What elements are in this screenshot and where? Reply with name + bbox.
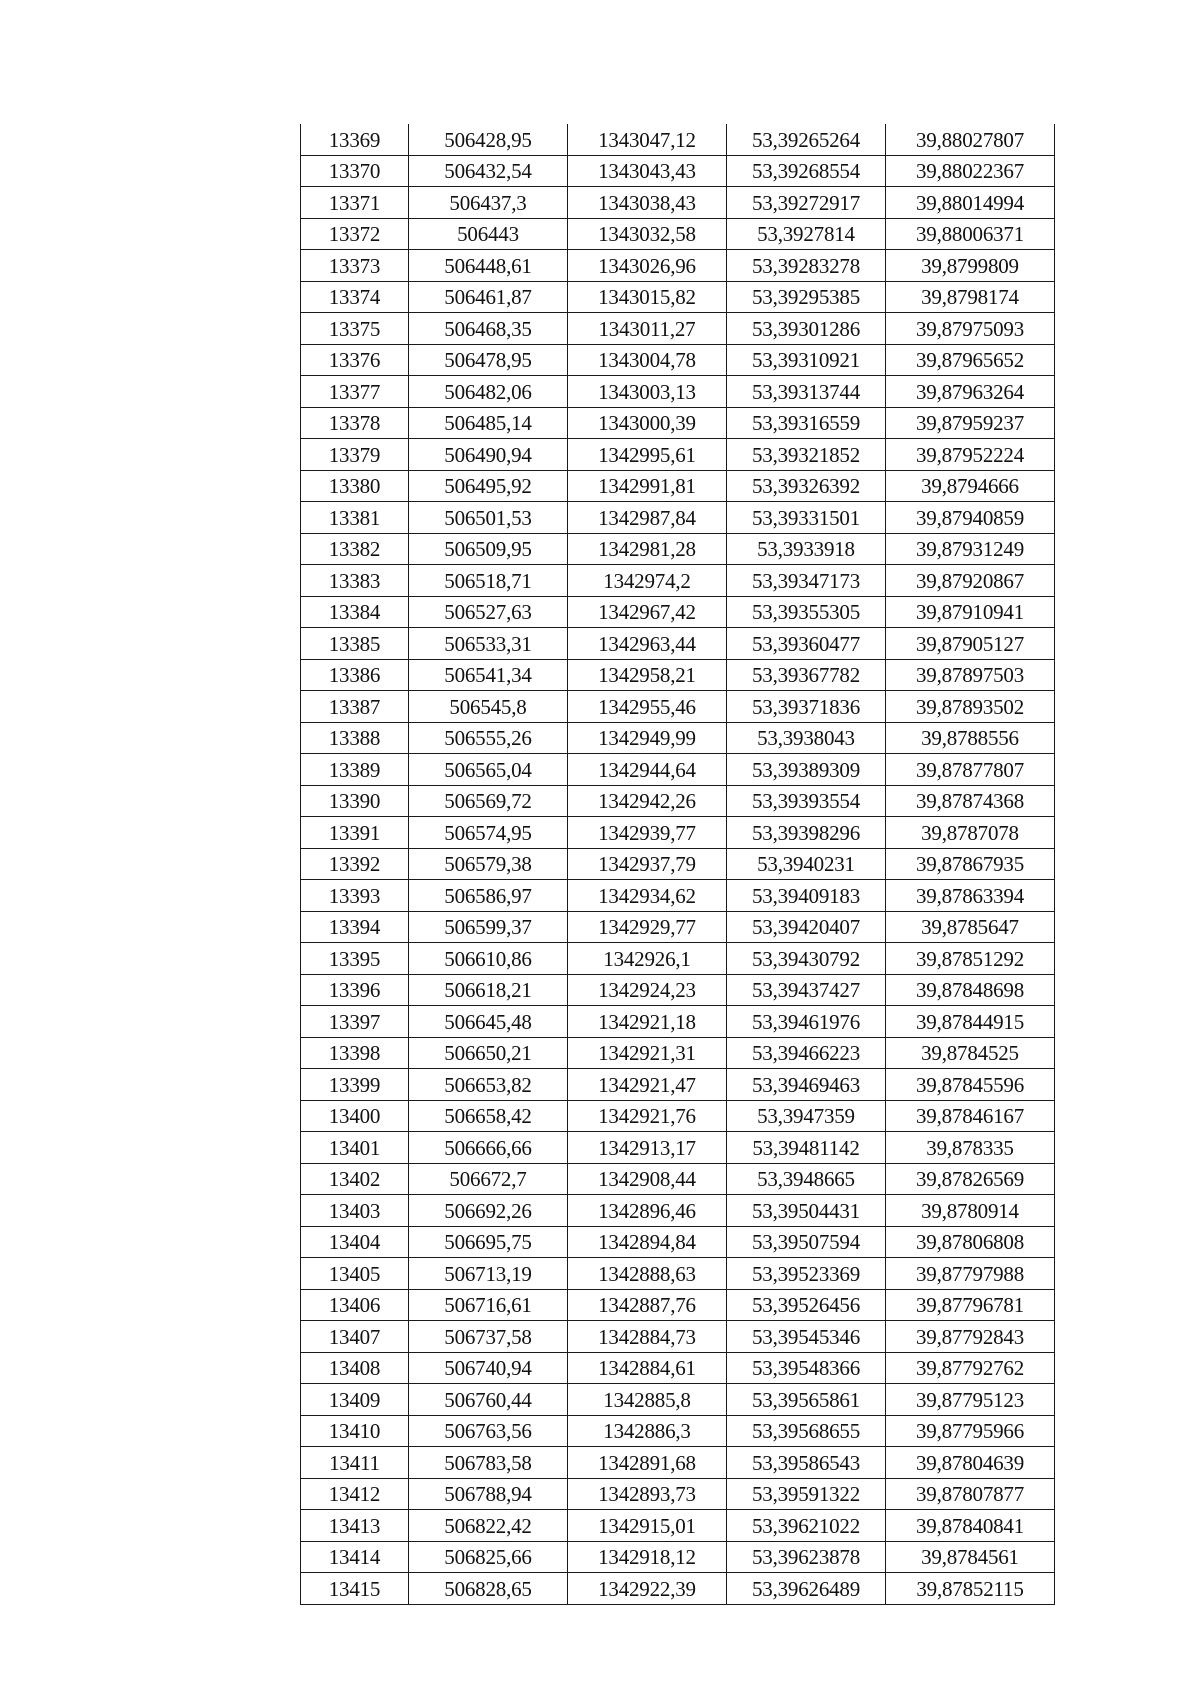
latitude-cell: 53,39283278: [727, 250, 886, 282]
longitude-cell: 39,87877807: [886, 754, 1055, 786]
y-coordinate-cell: 1342944,64: [568, 754, 727, 786]
latitude-cell: 53,39437427: [727, 974, 886, 1006]
point-number-cell: 13405: [301, 1258, 409, 1290]
y-coordinate-cell: 1342955,46: [568, 691, 727, 723]
table-row: [301, 722, 1055, 754]
longitude-cell: 39,87792843: [886, 1321, 1055, 1353]
x-coordinate-cell: 506574,95: [409, 817, 568, 849]
longitude-cell: 39,87867935: [886, 848, 1055, 880]
point-number-cell: 13387: [301, 691, 409, 723]
longitude-cell: 39,87846167: [886, 1100, 1055, 1132]
longitude-cell: 39,87792762: [886, 1352, 1055, 1384]
x-coordinate-cell: 506672,7: [409, 1163, 568, 1195]
table-row: [301, 911, 1055, 943]
x-coordinate-cell: 506468,35: [409, 313, 568, 345]
x-coordinate-cell: 506428,95: [409, 124, 568, 155]
longitude-cell: 39,87931249: [886, 533, 1055, 565]
table-row: [301, 155, 1055, 187]
point-number-cell: 13371: [301, 187, 409, 219]
longitude-cell: 39,87920867: [886, 565, 1055, 597]
longitude-cell: 39,8787078: [886, 817, 1055, 849]
table-row: [301, 880, 1055, 912]
x-coordinate-cell: 506653,82: [409, 1069, 568, 1101]
y-coordinate-cell: 1343015,82: [568, 281, 727, 313]
latitude-cell: 53,39507594: [727, 1226, 886, 1258]
x-coordinate-cell: 506541,34: [409, 659, 568, 691]
longitude-cell: 39,8785647: [886, 911, 1055, 943]
point-number-cell: 13395: [301, 943, 409, 975]
table-row: [301, 1321, 1055, 1353]
longitude-cell: 39,88006371: [886, 218, 1055, 250]
coordinates-table: [300, 124, 1055, 1605]
latitude-cell: 53,39568655: [727, 1415, 886, 1447]
y-coordinate-cell: 1342894,84: [568, 1226, 727, 1258]
x-coordinate-cell: 506437,3: [409, 187, 568, 219]
latitude-cell: 53,39466223: [727, 1037, 886, 1069]
x-coordinate-cell: 506527,63: [409, 596, 568, 628]
x-coordinate-cell: 506490,94: [409, 439, 568, 471]
y-coordinate-cell: 1342921,18: [568, 1006, 727, 1038]
point-number-cell: 13410: [301, 1415, 409, 1447]
latitude-cell: 53,39321852: [727, 439, 886, 471]
longitude-cell: 39,87910941: [886, 596, 1055, 628]
longitude-cell: 39,8798174: [886, 281, 1055, 313]
x-coordinate-cell: 506822,42: [409, 1510, 568, 1542]
point-number-cell: 13408: [301, 1352, 409, 1384]
x-coordinate-cell: 506569,72: [409, 785, 568, 817]
point-number-cell: 13407: [301, 1321, 409, 1353]
table-row: [301, 565, 1055, 597]
table-row: [301, 1541, 1055, 1573]
longitude-cell: 39,8784561: [886, 1541, 1055, 1573]
x-coordinate-cell: 506788,94: [409, 1478, 568, 1510]
y-coordinate-cell: 1343000,39: [568, 407, 727, 439]
longitude-cell: 39,87826569: [886, 1163, 1055, 1195]
point-number-cell: 13401: [301, 1132, 409, 1164]
x-coordinate-cell: 506825,66: [409, 1541, 568, 1573]
table-row: [301, 596, 1055, 628]
latitude-cell: 53,39367782: [727, 659, 886, 691]
y-coordinate-cell: 1342915,01: [568, 1510, 727, 1542]
latitude-cell: 53,39326392: [727, 470, 886, 502]
latitude-cell: 53,3940231: [727, 848, 886, 880]
longitude-cell: 39,87851292: [886, 943, 1055, 975]
table-row: [301, 124, 1055, 155]
table-row: [301, 344, 1055, 376]
longitude-cell: 39,87844915: [886, 1006, 1055, 1038]
latitude-cell: 53,39393554: [727, 785, 886, 817]
table-row: [301, 628, 1055, 660]
table-row: [301, 470, 1055, 502]
y-coordinate-cell: 1342922,39: [568, 1573, 727, 1605]
latitude-cell: 53,39272917: [727, 187, 886, 219]
y-coordinate-cell: 1343011,27: [568, 313, 727, 345]
point-number-cell: 13393: [301, 880, 409, 912]
point-number-cell: 13383: [301, 565, 409, 597]
x-coordinate-cell: 506650,21: [409, 1037, 568, 1069]
longitude-cell: 39,88022367: [886, 155, 1055, 187]
point-number-cell: 13378: [301, 407, 409, 439]
y-coordinate-cell: 1342926,1: [568, 943, 727, 975]
point-number-cell: 13373: [301, 250, 409, 282]
table-row: [301, 817, 1055, 849]
table-row: [301, 974, 1055, 1006]
point-number-cell: 13398: [301, 1037, 409, 1069]
x-coordinate-cell: 506713,19: [409, 1258, 568, 1290]
y-coordinate-cell: 1342921,76: [568, 1100, 727, 1132]
x-coordinate-cell: 506565,04: [409, 754, 568, 786]
x-coordinate-cell: 506828,65: [409, 1573, 568, 1605]
table-row: [301, 1289, 1055, 1321]
longitude-cell: 39,87840841: [886, 1510, 1055, 1542]
latitude-cell: 53,3947359: [727, 1100, 886, 1132]
longitude-cell: 39,87852115: [886, 1573, 1055, 1605]
x-coordinate-cell: 506579,38: [409, 848, 568, 880]
longitude-cell: 39,87905127: [886, 628, 1055, 660]
latitude-cell: 53,39523369: [727, 1258, 886, 1290]
x-coordinate-cell: 506760,44: [409, 1384, 568, 1416]
point-number-cell: 13415: [301, 1573, 409, 1605]
longitude-cell: 39,87795966: [886, 1415, 1055, 1447]
point-number-cell: 13412: [301, 1478, 409, 1510]
longitude-cell: 39,8784525: [886, 1037, 1055, 1069]
y-coordinate-cell: 1342991,81: [568, 470, 727, 502]
table-row: [301, 1037, 1055, 1069]
latitude-cell: 53,39430792: [727, 943, 886, 975]
longitude-cell: 39,88027807: [886, 124, 1055, 155]
y-coordinate-cell: 1342908,44: [568, 1163, 727, 1195]
y-coordinate-cell: 1342893,73: [568, 1478, 727, 1510]
latitude-cell: 53,3927814: [727, 218, 886, 250]
longitude-cell: 39,87952224: [886, 439, 1055, 471]
point-number-cell: 13402: [301, 1163, 409, 1195]
table-row: [301, 533, 1055, 565]
table-row: [301, 502, 1055, 534]
table-row: [301, 187, 1055, 219]
y-coordinate-cell: 1342929,77: [568, 911, 727, 943]
latitude-cell: 53,39461976: [727, 1006, 886, 1038]
longitude-cell: 39,87897503: [886, 659, 1055, 691]
point-number-cell: 13411: [301, 1447, 409, 1479]
table-row: [301, 1384, 1055, 1416]
point-number-cell: 13396: [301, 974, 409, 1006]
point-number-cell: 13390: [301, 785, 409, 817]
x-coordinate-cell: 506716,61: [409, 1289, 568, 1321]
longitude-cell: 39,87797988: [886, 1258, 1055, 1290]
x-coordinate-cell: 506518,71: [409, 565, 568, 597]
y-coordinate-cell: 1342958,21: [568, 659, 727, 691]
y-coordinate-cell: 1342921,31: [568, 1037, 727, 1069]
latitude-cell: 53,39409183: [727, 880, 886, 912]
table-row: [301, 691, 1055, 723]
latitude-cell: 53,39591322: [727, 1478, 886, 1510]
latitude-cell: 53,39626489: [727, 1573, 886, 1605]
latitude-cell: 53,39301286: [727, 313, 886, 345]
x-coordinate-cell: 506443: [409, 218, 568, 250]
longitude-cell: 39,87940859: [886, 502, 1055, 534]
x-coordinate-cell: 506666,66: [409, 1132, 568, 1164]
longitude-cell: 39,87863394: [886, 880, 1055, 912]
x-coordinate-cell: 506586,97: [409, 880, 568, 912]
table-row: [301, 1415, 1055, 1447]
latitude-cell: 53,39398296: [727, 817, 886, 849]
point-number-cell: 13389: [301, 754, 409, 786]
table-row: [301, 1478, 1055, 1510]
y-coordinate-cell: 1342939,77: [568, 817, 727, 849]
y-coordinate-cell: 1342887,76: [568, 1289, 727, 1321]
latitude-cell: 53,39360477: [727, 628, 886, 660]
x-coordinate-cell: 506501,53: [409, 502, 568, 534]
table-row: [301, 250, 1055, 282]
longitude-cell: 39,87874368: [886, 785, 1055, 817]
latitude-cell: 53,39310921: [727, 344, 886, 376]
y-coordinate-cell: 1342918,12: [568, 1541, 727, 1573]
table-row: [301, 659, 1055, 691]
y-coordinate-cell: 1343038,43: [568, 187, 727, 219]
table-row: [301, 1100, 1055, 1132]
longitude-cell: 39,87959237: [886, 407, 1055, 439]
point-number-cell: 13388: [301, 722, 409, 754]
point-number-cell: 13399: [301, 1069, 409, 1101]
point-number-cell: 13369: [301, 124, 409, 155]
y-coordinate-cell: 1342884,61: [568, 1352, 727, 1384]
point-number-cell: 13391: [301, 817, 409, 849]
latitude-cell: 53,39295385: [727, 281, 886, 313]
longitude-cell: 39,8788556: [886, 722, 1055, 754]
latitude-cell: 53,39331501: [727, 502, 886, 534]
y-coordinate-cell: 1343004,78: [568, 344, 727, 376]
x-coordinate-cell: 506658,42: [409, 1100, 568, 1132]
y-coordinate-cell: 1342888,63: [568, 1258, 727, 1290]
longitude-cell: 39,87848698: [886, 974, 1055, 1006]
x-coordinate-cell: 506461,87: [409, 281, 568, 313]
y-coordinate-cell: 1342963,44: [568, 628, 727, 660]
longitude-cell: 39,87806808: [886, 1226, 1055, 1258]
point-number-cell: 13377: [301, 376, 409, 408]
latitude-cell: 53,39420407: [727, 911, 886, 943]
point-number-cell: 13392: [301, 848, 409, 880]
point-number-cell: 13386: [301, 659, 409, 691]
point-number-cell: 13409: [301, 1384, 409, 1416]
longitude-cell: 39,87807877: [886, 1478, 1055, 1510]
table-row: [301, 1352, 1055, 1384]
y-coordinate-cell: 1342896,46: [568, 1195, 727, 1227]
latitude-cell: 53,39623878: [727, 1541, 886, 1573]
point-number-cell: 13375: [301, 313, 409, 345]
longitude-cell: 39,87796781: [886, 1289, 1055, 1321]
y-coordinate-cell: 1342891,68: [568, 1447, 727, 1479]
table-row: [301, 376, 1055, 408]
latitude-cell: 53,39545346: [727, 1321, 886, 1353]
y-coordinate-cell: 1342974,2: [568, 565, 727, 597]
y-coordinate-cell: 1343032,58: [568, 218, 727, 250]
longitude-cell: 39,87975093: [886, 313, 1055, 345]
longitude-cell: 39,87795123: [886, 1384, 1055, 1416]
longitude-cell: 39,87804639: [886, 1447, 1055, 1479]
longitude-cell: 39,8780914: [886, 1195, 1055, 1227]
latitude-cell: 53,39313744: [727, 376, 886, 408]
x-coordinate-cell: 506692,26: [409, 1195, 568, 1227]
latitude-cell: 53,39268554: [727, 155, 886, 187]
longitude-cell: 39,8799809: [886, 250, 1055, 282]
x-coordinate-cell: 506478,95: [409, 344, 568, 376]
point-number-cell: 13376: [301, 344, 409, 376]
latitude-cell: 53,3948665: [727, 1163, 886, 1195]
point-number-cell: 13380: [301, 470, 409, 502]
table-row: [301, 1006, 1055, 1038]
table-row: [301, 1258, 1055, 1290]
y-coordinate-cell: 1342995,61: [568, 439, 727, 471]
y-coordinate-cell: 1342987,84: [568, 502, 727, 534]
x-coordinate-cell: 506545,8: [409, 691, 568, 723]
x-coordinate-cell: 506783,58: [409, 1447, 568, 1479]
longitude-cell: 39,87963264: [886, 376, 1055, 408]
latitude-cell: 53,39469463: [727, 1069, 886, 1101]
table-row: [301, 1573, 1055, 1605]
point-number-cell: 13384: [301, 596, 409, 628]
table-row: [301, 785, 1055, 817]
y-coordinate-cell: 1343043,43: [568, 155, 727, 187]
point-number-cell: 13400: [301, 1100, 409, 1132]
x-coordinate-cell: 506645,48: [409, 1006, 568, 1038]
table-row: [301, 313, 1055, 345]
table-row: [301, 848, 1055, 880]
latitude-cell: 53,39371836: [727, 691, 886, 723]
x-coordinate-cell: 506740,94: [409, 1352, 568, 1384]
latitude-cell: 53,39548366: [727, 1352, 886, 1384]
point-number-cell: 13404: [301, 1226, 409, 1258]
x-coordinate-cell: 506448,61: [409, 250, 568, 282]
y-coordinate-cell: 1343026,96: [568, 250, 727, 282]
latitude-cell: 53,3938043: [727, 722, 886, 754]
longitude-cell: 39,878335: [886, 1132, 1055, 1164]
latitude-cell: 53,39389309: [727, 754, 886, 786]
table-row: [301, 439, 1055, 471]
y-coordinate-cell: 1343047,12: [568, 124, 727, 155]
point-number-cell: 13385: [301, 628, 409, 660]
x-coordinate-cell: 506485,14: [409, 407, 568, 439]
longitude-cell: 39,88014994: [886, 187, 1055, 219]
y-coordinate-cell: 1342934,62: [568, 880, 727, 912]
x-coordinate-cell: 506533,31: [409, 628, 568, 660]
latitude-cell: 53,39586543: [727, 1447, 886, 1479]
latitude-cell: 53,39526456: [727, 1289, 886, 1321]
y-coordinate-cell: 1342886,3: [568, 1415, 727, 1447]
latitude-cell: 53,39504431: [727, 1195, 886, 1227]
y-coordinate-cell: 1342921,47: [568, 1069, 727, 1101]
table-row: [301, 1195, 1055, 1227]
table-row: [301, 218, 1055, 250]
y-coordinate-cell: 1342885,8: [568, 1384, 727, 1416]
table-row: [301, 1069, 1055, 1101]
y-coordinate-cell: 1342942,26: [568, 785, 727, 817]
y-coordinate-cell: 1342967,42: [568, 596, 727, 628]
x-coordinate-cell: 506509,95: [409, 533, 568, 565]
x-coordinate-cell: 506495,92: [409, 470, 568, 502]
longitude-cell: 39,87965652: [886, 344, 1055, 376]
x-coordinate-cell: 506610,86: [409, 943, 568, 975]
latitude-cell: 53,39316559: [727, 407, 886, 439]
table-row: [301, 407, 1055, 439]
point-number-cell: 13374: [301, 281, 409, 313]
point-number-cell: 13414: [301, 1541, 409, 1573]
x-coordinate-cell: 506482,06: [409, 376, 568, 408]
x-coordinate-cell: 506555,26: [409, 722, 568, 754]
point-number-cell: 13379: [301, 439, 409, 471]
latitude-cell: 53,39621022: [727, 1510, 886, 1542]
longitude-cell: 39,87893502: [886, 691, 1055, 723]
latitude-cell: 53,39355305: [727, 596, 886, 628]
table-row: [301, 754, 1055, 786]
latitude-cell: 53,39265264: [727, 124, 886, 155]
table-row: [301, 1226, 1055, 1258]
table-row: [301, 943, 1055, 975]
table-row: [301, 1163, 1055, 1195]
table-row: [301, 281, 1055, 313]
y-coordinate-cell: 1342949,99: [568, 722, 727, 754]
coordinates-table-body: [301, 124, 1055, 1604]
point-number-cell: 13370: [301, 155, 409, 187]
y-coordinate-cell: 1342981,28: [568, 533, 727, 565]
x-coordinate-cell: 506599,37: [409, 911, 568, 943]
table-row: [301, 1132, 1055, 1164]
y-coordinate-cell: 1342913,17: [568, 1132, 727, 1164]
latitude-cell: 53,3933918: [727, 533, 886, 565]
point-number-cell: 13406: [301, 1289, 409, 1321]
y-coordinate-cell: 1342924,23: [568, 974, 727, 1006]
x-coordinate-cell: 506737,58: [409, 1321, 568, 1353]
point-number-cell: 13382: [301, 533, 409, 565]
x-coordinate-cell: 506618,21: [409, 974, 568, 1006]
latitude-cell: 53,39565861: [727, 1384, 886, 1416]
longitude-cell: 39,87845596: [886, 1069, 1055, 1101]
point-number-cell: 13381: [301, 502, 409, 534]
table-row: [301, 1447, 1055, 1479]
x-coordinate-cell: 506432,54: [409, 155, 568, 187]
x-coordinate-cell: 506763,56: [409, 1415, 568, 1447]
longitude-cell: 39,8794666: [886, 470, 1055, 502]
y-coordinate-cell: 1342937,79: [568, 848, 727, 880]
point-number-cell: 13397: [301, 1006, 409, 1038]
point-number-cell: 13394: [301, 911, 409, 943]
point-number-cell: 13413: [301, 1510, 409, 1542]
x-coordinate-cell: 506695,75: [409, 1226, 568, 1258]
y-coordinate-cell: 1343003,13: [568, 376, 727, 408]
table-row: [301, 1510, 1055, 1542]
y-coordinate-cell: 1342884,73: [568, 1321, 727, 1353]
latitude-cell: 53,39481142: [727, 1132, 886, 1164]
latitude-cell: 53,39347173: [727, 565, 886, 597]
point-number-cell: 13372: [301, 218, 409, 250]
point-number-cell: 13403: [301, 1195, 409, 1227]
